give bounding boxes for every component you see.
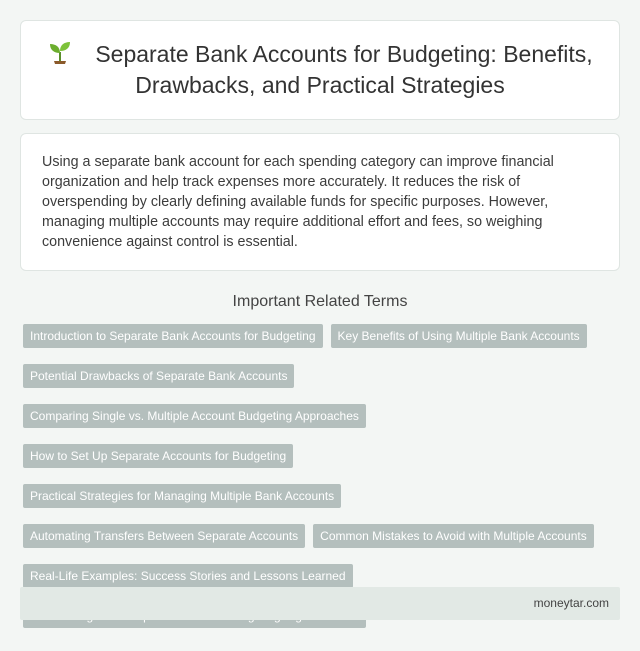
related-term-tag[interactable]: Automating Transfers Between Separate Accounts xyxy=(23,524,305,548)
summary-text: Using a separate bank account for each spending category can improve financial organization and help track expenses more accurately. It reduces the risk of overspending by clearly defining available funds for specific purposes. However, managing multiple accounts may require additional effort and fees, so weighing convenience against control is essential. xyxy=(42,154,554,250)
page-title-text: Separate Bank Accounts for Budgeting: Benefits, Drawbacks, and Practical Strategies xyxy=(95,41,593,98)
footer xyxy=(20,587,620,620)
summary-card xyxy=(20,133,620,271)
related-term-tag[interactable]: Practical Strategies for Managing Multiple Bank Accounts xyxy=(23,484,341,508)
related-term-tag[interactable]: Real-Life Examples: Success Stories and Lessons Learned xyxy=(23,564,353,588)
related-term-tag[interactable]: Common Mistakes to Avoid with Multiple Accounts xyxy=(313,524,594,548)
page-title xyxy=(41,39,599,101)
related-terms-heading: Important Related Terms xyxy=(232,293,408,310)
related-term-tag[interactable]: Comparing Single vs. Multiple Account Budgeting Approaches xyxy=(23,404,366,428)
site-link[interactable]: moneytar.com xyxy=(533,596,609,610)
related-terms-list xyxy=(20,324,620,628)
related-term-tag[interactable]: Key Benefits of Using Multiple Bank Accounts xyxy=(331,324,587,348)
related-term-tag[interactable]: How to Set Up Separate Accounts for Budgeting xyxy=(23,444,293,468)
seedling-icon xyxy=(47,39,73,65)
related-term-tag[interactable]: Potential Drawbacks of Separate Bank Accounts xyxy=(23,364,294,388)
related-term-tag[interactable]: Introduction to Separate Bank Accounts for Budgeting xyxy=(23,324,323,348)
title-card xyxy=(20,20,620,120)
